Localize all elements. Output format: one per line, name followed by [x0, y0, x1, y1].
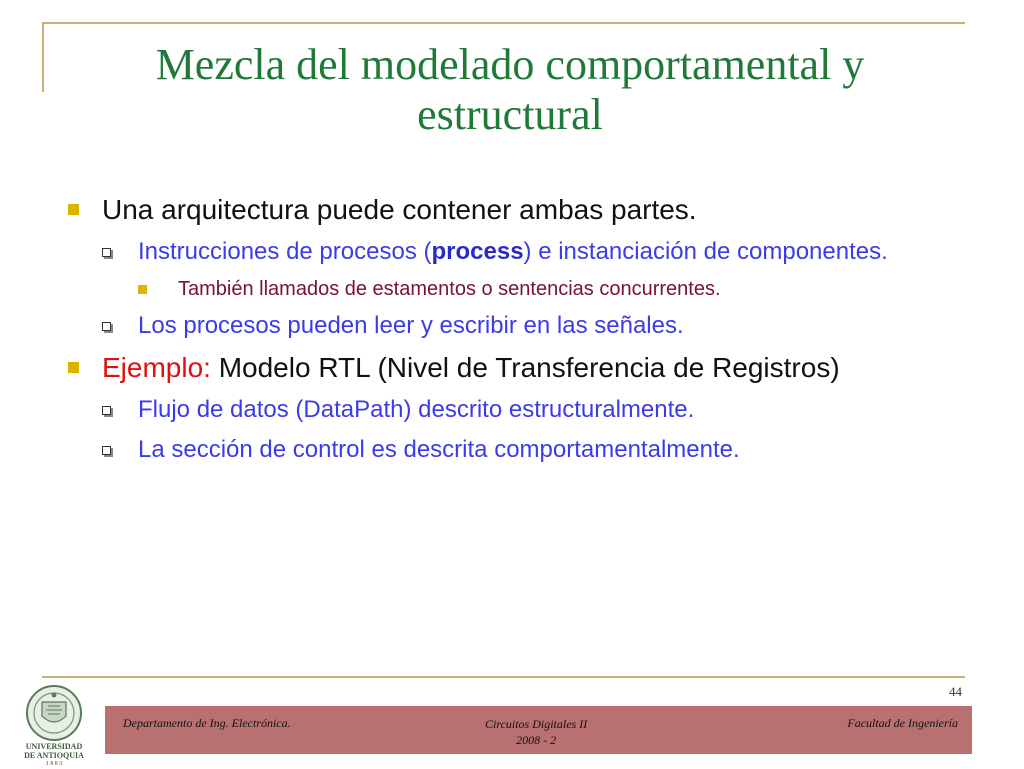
top-frame-line	[42, 22, 965, 24]
footer-course-term: 2008 - 2	[516, 733, 557, 747]
bullet-example	[60, 348, 962, 388]
slide-content	[60, 190, 962, 472]
subsubbullet-text: También llamados de estamentos o sentencias concurrentes.	[178, 278, 721, 300]
footer-course	[485, 716, 587, 748]
subbullet-control	[60, 432, 962, 468]
subbullet-signals	[60, 308, 962, 344]
example-text: Modelo RTL (Nivel de Transferencia de Registros)	[210, 352, 840, 383]
slide-title: Mezcla del modelado comportamental y estructural	[155, 40, 865, 139]
hollow-square-bullet-icon	[102, 322, 111, 331]
university-seal-icon	[8, 684, 100, 742]
footer-divider	[42, 676, 965, 678]
hollow-square-bullet-icon	[102, 248, 111, 257]
subbullet-text: Flujo de datos (DataPath) descrito estructuralmente.	[138, 396, 695, 423]
hollow-square-bullet-icon	[102, 446, 111, 455]
subbullet-text-pre: Instrucciones de procesos (	[138, 238, 432, 265]
university-logo	[8, 684, 100, 767]
footer-faculty: Facultad de Ingeniería	[847, 716, 958, 730]
footer-course-name: Circuitos Digitales II	[485, 717, 588, 731]
small-square-bullet-icon	[138, 285, 147, 294]
subbullet-text-post: ) e instanciación de componentes.	[523, 238, 888, 265]
hollow-square-bullet-icon	[102, 406, 111, 415]
left-frame-line	[42, 22, 44, 92]
subbullet-process-instructions	[60, 234, 962, 270]
logo-line-2: DE ANTIOQUIA	[24, 751, 84, 760]
bullet-text: Una arquitectura puede contener ambas partes.	[102, 194, 697, 225]
page-number: 44	[949, 684, 962, 699]
logo-line-3: 1 8 0 3	[45, 761, 63, 767]
logo-line-1: UNIVERSIDAD	[25, 742, 83, 751]
logo-wordmark	[8, 742, 100, 769]
example-label: Ejemplo:	[102, 352, 211, 383]
subbullet-text: La sección de control es descrita comportamentalmente.	[138, 436, 740, 463]
subbullet-datapath	[60, 392, 962, 428]
bullet-architecture	[60, 190, 962, 230]
process-keyword: process	[431, 238, 524, 265]
square-bullet-icon	[68, 204, 79, 215]
footer-bar	[105, 706, 972, 754]
subbullet-text: Los procesos pueden leer y escribir en las señales.	[138, 312, 684, 339]
subsubbullet-concurrent	[60, 274, 962, 304]
footer-department: Departamento de Ing. Electrónica.	[123, 716, 291, 730]
square-bullet-icon	[68, 362, 79, 373]
